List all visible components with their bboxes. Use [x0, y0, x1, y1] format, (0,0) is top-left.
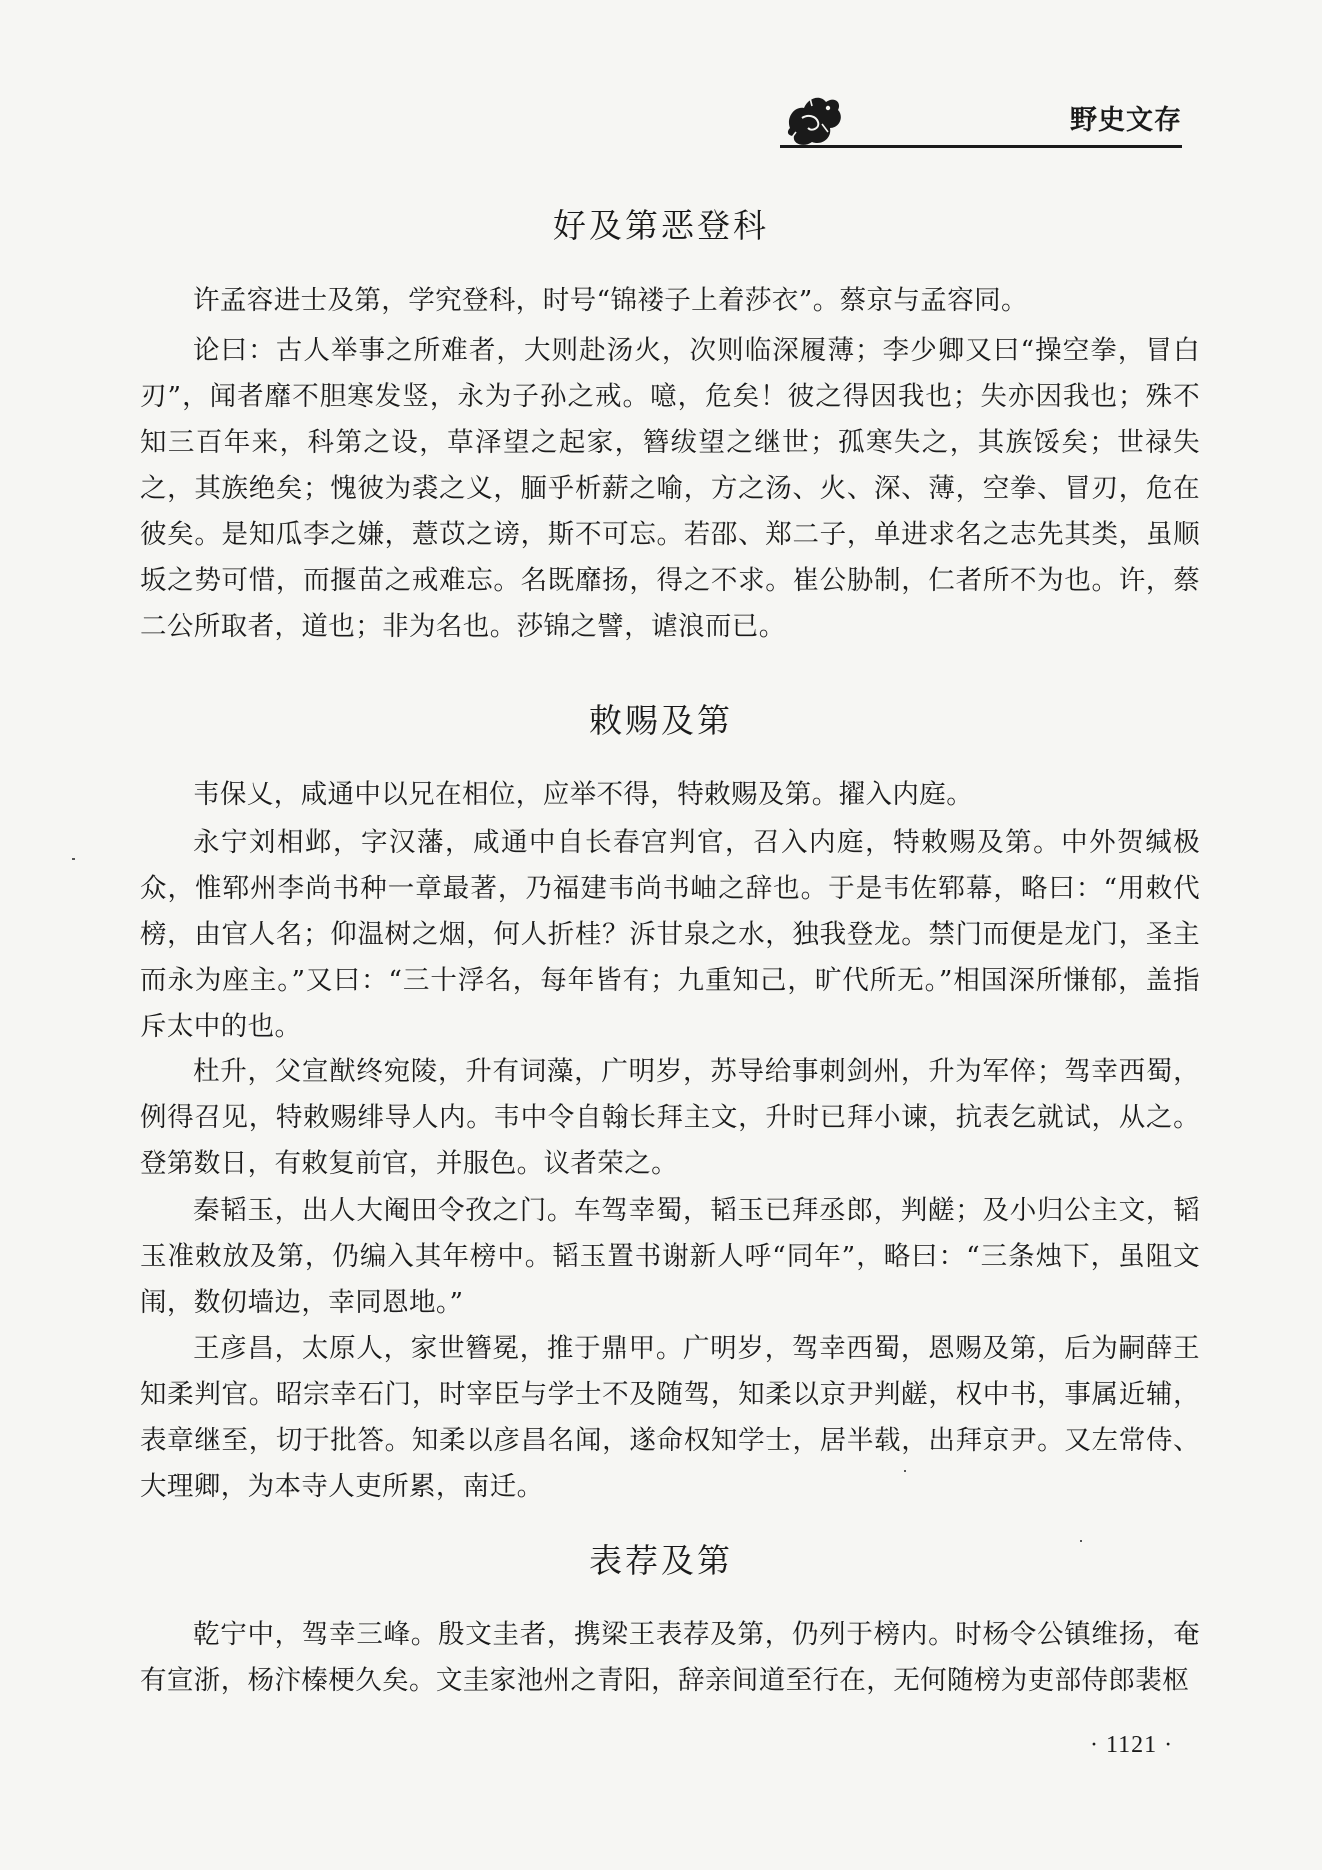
- paragraph: 乾宁中，驾幸三峰。殷文圭者，携梁王表荐及第，仍列于榜内。时杨令公镇维扬，奄有宣浙，杨汴榛梗久矣。文圭家池州之青阳，辞亲间道至行在，无何随榜为吏部侍郎裴枢: [140, 1619, 1200, 1696]
- section-title: 好及第恶登科: [553, 206, 769, 245]
- dragon-icon: [782, 88, 846, 150]
- scan-speck: [904, 1470, 906, 1472]
- running-header: [0, 0, 1322, 160]
- paragraph: 杜升，父宣猷终宛陵，升有词藻，广明岁，苏导给事刺剑州，升为军倅；驾幸西蜀，例得召见，特敕赐绯导人内。韦中令自翰长拜主文，升时已拜小谏，抗表乞就试，从之。登第数日，有敕复前官，并服色。议者荣之。: [140, 1056, 1200, 1179]
- section-title: 敕赐及第: [589, 701, 733, 740]
- header-rule: [780, 145, 1182, 148]
- scan-speck: [1080, 1540, 1082, 1542]
- paragraph: 论曰：古人举事之所难者，大则赴汤火，次则临深履薄；李少卿又曰“操空拳，冒白刃”，闻者靡不胆寒发竖，永为子孙之戒。噫，危矣！彼之得因我也；失亦因我也；殊不知三百年来，科第之设，草泽望之起家，簪绂望之继世；孤寒失之，其族馁矣；世禄失之，其族绝矣；愧彼为裘之义，腼乎析薪之喻，方之汤、火、深、薄，空拳、冒刃，危在彼矣。是知瓜李之嫌，薏苡之谤，斯不可忘。若邵、郑二子，单进求名之志先其类，虽顺坂之势可惜，而揠苗之戒难忘。名既靡扬，得之不求。崔公胁制，仁者所不为也。许，蔡二公所取者，道也；非为名也。莎锦之譬，谑浪而已。: [140, 335, 1200, 642]
- page-number: · 1121 ·: [1090, 1732, 1174, 1758]
- running-header-title: 野史文存: [1070, 105, 1182, 136]
- paragraph: 王彦昌，太原人，家世簪冕，推于鼎甲。广明岁，驾幸西蜀，恩赐及第，后为嗣薛王知柔判官。昭宗幸石门，时宰臣与学士不及随驾，知柔以京尹判鹾，权中书，事属近辅，表章继至，切于批答。知柔以彦昌名闻，遂命权知学士，居半载，出拜京尹。又左常侍、大理卿，为本寺人吏所累，南迁。: [140, 1333, 1200, 1502]
- paragraph: 永宁刘相邺，字汉藩，咸通中自长春宫判官，召入内庭，特敕赐及第。中外贺缄极众，惟郓州李尚书种一章最著，乃福建韦尚书岫之辞也。于是韦佐郓幕，略曰：“用敕代榜，由官人名；仰温树之烟，何人折桂？泝甘泉之水，独我登龙。禁门而便是龙门，圣主而永为座主。”又曰：“三十浮名，每年皆有；九重知己，旷代所无。”相国深所慊郁，盖指斥太中的也。: [140, 827, 1200, 1042]
- paragraph: 许孟容进士及第，学究登科，时号“锦褛子上着莎衣”。蔡京与孟容同。: [193, 285, 1028, 316]
- section-title: 表荐及第: [589, 1541, 733, 1580]
- paragraph: 韦保乂，咸通中以兄在相位，应举不得，特敕赐及第。擢入内庭。: [193, 779, 974, 810]
- scan-speck: [72, 858, 75, 860]
- paragraph: 秦韬玉，出人大阉田令孜之门。车驾幸蜀，韬玉已拜丞郎，判鹾；及小归公主文，韬玉准敕放及第，仍编入其年榜中。韬玉置书谢新人呼“同年”，略曰：“三条烛下，虽阻文闱，数仞墙边，幸同恩地。”: [140, 1195, 1200, 1318]
